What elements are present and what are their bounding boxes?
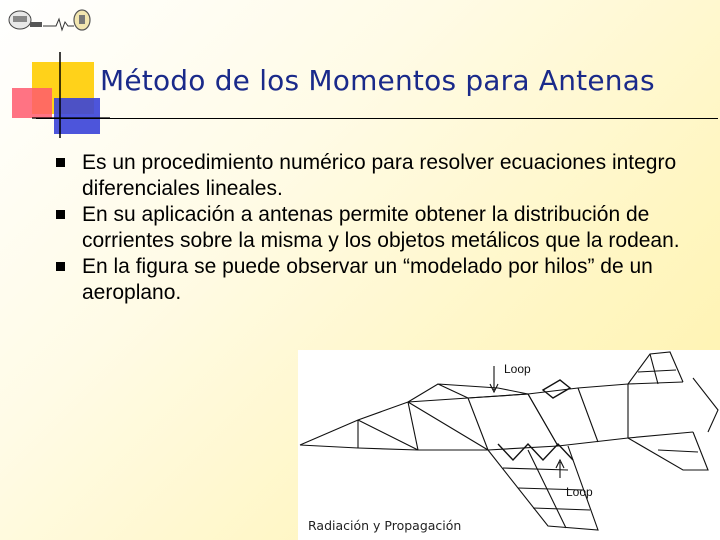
bullet-text: Es un procedimiento numérico para resolver ecuaciones integro diferenciales lineales. — [82, 151, 677, 200]
aircraft-wire-model-figure — [298, 350, 720, 540]
bullet-square-icon — [56, 158, 65, 167]
loop-label-bottom: Loop — [566, 485, 593, 499]
fuselage-wireframe — [300, 382, 693, 450]
loop-label-top: Loop — [504, 362, 531, 376]
bullet-square-icon — [56, 210, 65, 219]
loop-markers — [490, 366, 573, 478]
bullet-square-icon — [56, 262, 65, 271]
slide-footer: Radiación y Propagación — [308, 518, 462, 533]
bullet-item — [56, 202, 716, 254]
bullet-item — [56, 254, 716, 306]
bullet-item — [56, 150, 716, 202]
tail-wireframe — [628, 352, 718, 470]
bullet-text: En la figura se puede observar un “modelado por hilos” de un aeroplano. — [82, 255, 653, 304]
slide-title: Método de los Momentos para Antenas — [100, 64, 655, 97]
deco-red-square — [12, 88, 52, 118]
bullet-list — [56, 150, 716, 306]
bullet-text: En su aplicación a antenas permite obtener la distribución de corrientes sobre la misma y los objetos metálicos que la rodean. — [82, 203, 680, 252]
deco-blue-square — [54, 98, 100, 134]
title-underline — [36, 118, 718, 119]
decorative-squares — [0, 0, 110, 140]
